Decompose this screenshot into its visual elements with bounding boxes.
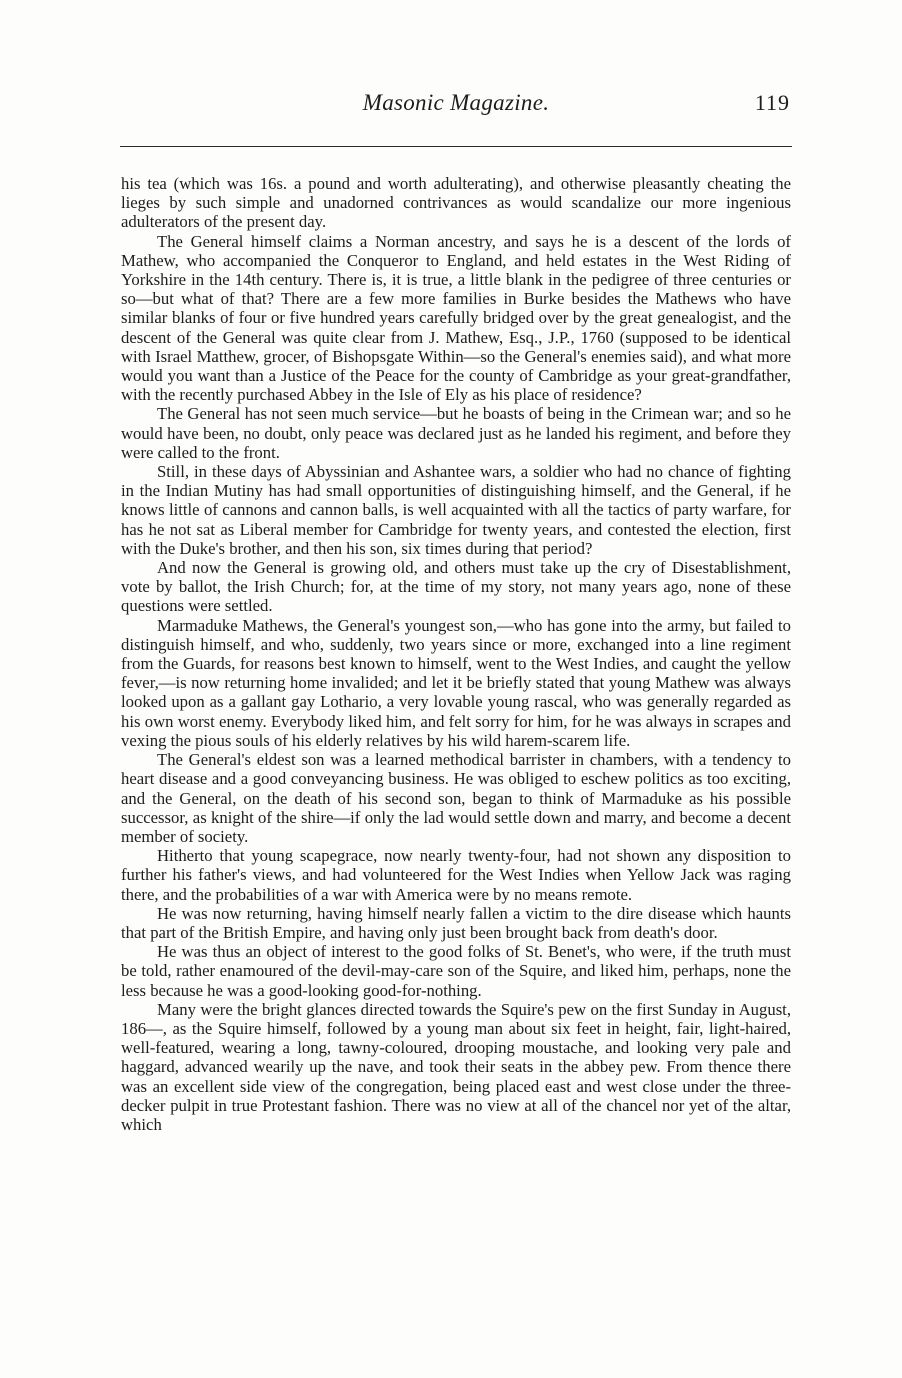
article-body: [121, 174, 791, 1134]
paragraph: The General's eldest son was a learned methodical barrister in chambers, with a tendency to heart disease and a good conveyancing business. He was obliged to eschew politics as too exciting, and the General, on the death of his second son, began to think of Marmaduke as his possible successor, as knight of the shire—if only the lad would settle down and marry, and become a decent member of society.: [121, 750, 791, 846]
running-title: Masonic Magazine.: [362, 90, 550, 115]
paragraph-continued: his tea (which was 16s. a pound and worth adulterating), and otherwise pleasantly cheating the lieges by such simple and unadorned contrivances as would scandalize our more ingenious adulterators of the present day.: [121, 174, 791, 232]
header-rule: [120, 146, 792, 147]
paragraph: He was now returning, having himself nearly fallen a victim to the dire disease which haunts that part of the British Empire, and having only just been brought back from death's door.: [121, 903, 791, 942]
paragraph: The General has not seen much service—but he boasts of being in the Crimean war; and so he would have been, no doubt, only peace was declared just as he landed his regiment, and before they were called to the front.: [121, 404, 791, 462]
paragraph: Still, in these days of Abyssinian and Ashantee wars, a soldier who had no chance of fighting in the Indian Mutiny has had small opportunities of distinguishing himself, and the General, if he knows little of cannons and cannon balls, is well acquainted with all the tactics of party warfare, for has he not sat as Liberal member for Cambridge for twenty years, and contested the election, first with the Duke's brother, and then his son, six times during that period?: [121, 462, 791, 558]
paragraph: And now the General is growing old, and others must take up the cry of Disestablishment, vote by ballot, the Irish Church; for, at the time of my story, not many years ago, none of these questions were settled.: [121, 558, 791, 616]
paragraph: He was thus an object of interest to the good folks of St. Benet's, who were, if the truth must be told, rather enamoured of the devil-may-care son of the Squire, and liked him, perhaps, none the less because he was a good-looking good-for-nothing.: [121, 942, 791, 1000]
paragraph: The General himself claims a Norman ancestry, and says he is a descent of the lords of Mathew, who accompanied the Conqueror to England, and held estates in the West Riding of Yorkshire in the 14th century. There is, it is true, a little blank in the pedigree of three centuries or so—but what of that? There are a few more families in Burke besides the Mathews who have similar blanks of four or five hundred years carefully bridged over by the great genealogist, and the descent of the General was quite clear from J. Mathew, Esq., J.P., 1760 (supposed to be identical with Israel Matthew, grocer, of Bishopsgate Within—so the General's enemies said), and what more would you want than a Justice of the Peace for the county of Cambridge as your great-grandfather, with the recently purchased Abbey in the Isle of Ely as his place of residence?: [121, 231, 791, 405]
page-number: 119: [754, 90, 790, 115]
paragraph: Marmaduke Mathews, the General's youngest son,—who has gone into the army, but failed to distinguish himself, and who, suddenly, two years since or more, exchanged into a line regiment from the Guards, for reasons best known to himself, went to the West Indies, and caught the yellow fever,—is now returning home invalided; and let it be briefly stated that young Mathew was always looked upon as a gallant gay Lothario, a very lovable young rascal, who was generally regarded as his own worst enemy. Everybody liked him, and felt sorry for him, for he was always in scrapes and vexing the pious souls of his elderly relatives by his wild harem-scarem life.: [121, 615, 791, 750]
paragraph: Hitherto that young scapegrace, now nearly twenty-four, had not shown any disposition to further his father's views, and had volunteered for the West Indies when Yellow Jack was raging there, and the probabilities of a war with America were by no means remote.: [121, 846, 791, 904]
page-header: [120, 88, 792, 118]
paragraph: Many were the bright glances directed towards the Squire's pew on the first Sunday in August, 186—, as the Squire himself, followed by a young man about six feet in height, fair, light-haired, well-featured, wearing a long, tawny-coloured, drooping moustache, and looking very pale and haggard, advanced wearily up the nave, and took their seats in the abbey pew. From thence there was an excellent side view of the congregation, being placed east and west close under the three-decker pulpit in true Protestant fashion. There was no view at all of the chancel nor yet of the altar, which: [121, 999, 791, 1134]
